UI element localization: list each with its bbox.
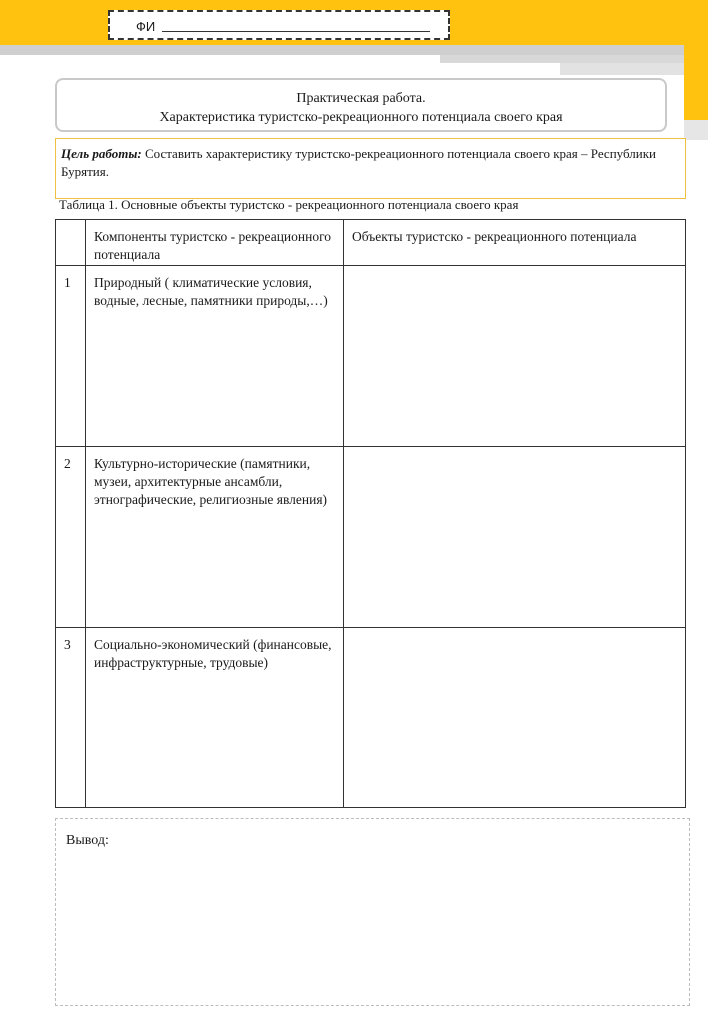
row-component: Культурно-исторические (памятники, музеи, архитектурные ансамбли, этнографические, религиозные явления) bbox=[86, 447, 344, 628]
goal-text: Составить характеристику туристско-рекреационного потенциала своего края – Республики Бурятия. bbox=[61, 146, 656, 179]
decor-stripe bbox=[684, 120, 708, 140]
table-header-row bbox=[56, 220, 686, 266]
header-components-cell: Компоненты туристско - рекреационного потенциала bbox=[86, 220, 344, 266]
row-component: Природный ( климатические условия, водные, лесные, памятники природы,…) bbox=[86, 266, 344, 447]
title-box bbox=[55, 78, 667, 132]
conclusion-field[interactable] bbox=[55, 818, 690, 1006]
table-row bbox=[56, 266, 686, 447]
row-number: 3 bbox=[56, 628, 86, 808]
student-name-field[interactable] bbox=[108, 10, 450, 40]
name-underline bbox=[162, 31, 430, 32]
row-number: 1 bbox=[56, 266, 86, 447]
table-caption: Таблица 1. Основные объекты туристско - рекреационного потенциала своего края bbox=[59, 197, 519, 212]
table-row bbox=[56, 628, 686, 808]
title-line-1: Практическая работа. bbox=[296, 91, 426, 106]
goal-label: Цель работы: bbox=[61, 146, 142, 161]
header-num-cell bbox=[56, 220, 86, 266]
row-number: 2 bbox=[56, 447, 86, 628]
conclusion-label: Вывод: bbox=[66, 833, 109, 848]
row-objects-input[interactable] bbox=[344, 628, 686, 808]
table-row bbox=[56, 447, 686, 628]
name-label: ФИ bbox=[136, 19, 156, 34]
title-line-2: Характеристика туристско-рекреационного потенциала своего края bbox=[159, 110, 563, 125]
potential-table bbox=[55, 219, 686, 808]
goal-box bbox=[55, 138, 686, 199]
row-objects-input[interactable] bbox=[344, 447, 686, 628]
row-component: Социально-экономический (финансовые, инфраструктурные, трудовые) bbox=[86, 628, 344, 808]
header-objects-cell: Объекты туристско - рекреационного потенциала bbox=[344, 220, 686, 266]
decor-stripe bbox=[440, 55, 684, 63]
row-objects-input[interactable] bbox=[344, 266, 686, 447]
decor-stripe bbox=[560, 63, 684, 75]
right-accent-band bbox=[684, 0, 708, 120]
decor-stripe bbox=[0, 45, 684, 55]
